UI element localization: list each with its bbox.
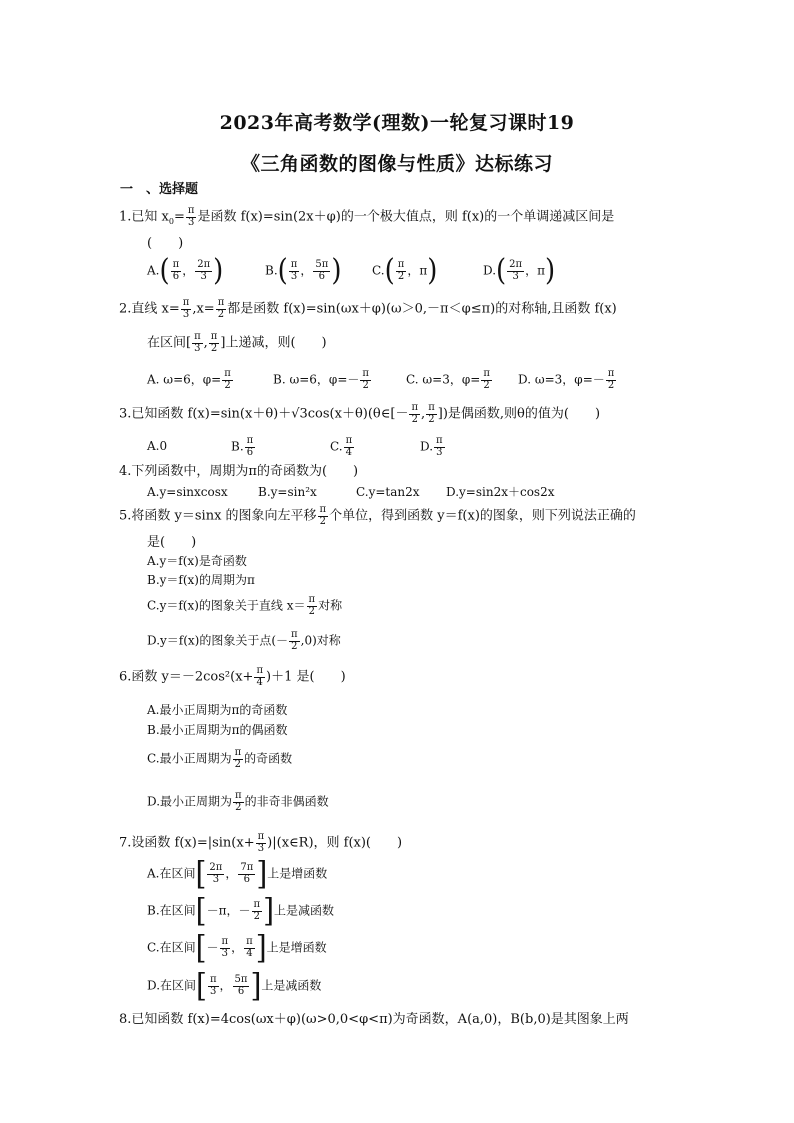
question-5-option-c: C.y＝f(x)的图象关于直线 x＝ $\frac{\pi}{2}$ 对称 <box>147 594 343 617</box>
question-7-option-b: B.在区间[－π，－ $\frac{\pi}{2}$ ]上是减函数 <box>147 891 335 930</box>
page-subtitle: 《三角函数的图像与性质》达标练习 <box>240 153 553 175</box>
question-5-option-b: B.y＝f(x)的周期为π <box>147 573 255 587</box>
question-4-option-c: C.y=tan2x <box>356 485 420 499</box>
question-2-stem: 2.直线 x= $\frac{\pi}{3}$ ,x= $\frac{\pi}{2}$ 都是函数 f(x)=sin(ωx＋φ)(ω＞0,－π＜φ≤π)的对称轴,且函数 f(x) <box>119 297 617 320</box>
question-5-stem: 5.将函数 y＝sinx 的图象向左平移 $\frac{\pi}{2}$ 个单位，得到函数 y＝f(x)的图象，则下列说法正确的 <box>119 504 636 527</box>
question-2-option-a: A. ω=6，φ= $\frac{\pi}{2}$ <box>147 368 231 391</box>
question-3-stem: 3.已知函数 f(x)=sin(x＋θ)＋√3cos(x＋θ)(θ∈[－ $\frac{\pi}{2}$ , $\frac{\pi}{2}$ ])是偶函数,则θ的值为( ) <box>119 402 601 425</box>
question-2-option-b: B. ω=6，φ=－ $\frac{\pi}{2}$ <box>273 368 369 391</box>
question-5-option-a: A.y＝f(x)是奇函数 <box>147 554 247 568</box>
question-4-option-d: D.y=sin2x＋cos2x <box>446 485 555 499</box>
question-1-blank: ( ) <box>147 236 184 251</box>
question-6-option-a: A.最小正周期为π的奇函数 <box>147 703 288 717</box>
question-1-option-d: D.( $\frac{2\pi}{3}$ ，π) <box>483 253 556 289</box>
question-2-stem-line2: 在区间[ $\frac{\pi}{3}$ , $\frac{\pi}{2}$ ]上递减，则( ) <box>147 331 327 354</box>
question-1-option-a: A.( $\frac{\pi}{6}$ ， $\frac{2\pi}{3}$ ) <box>147 253 224 289</box>
fraction: $\frac{\pi}{3}$ <box>187 205 195 228</box>
question-7-option-d: D.在区间[ $\frac{\pi}{3}$ ， $\frac{5\pi}{6}$ ]上是减函数 <box>147 966 322 1005</box>
question-4-option-b: B.y=sin²x <box>258 485 317 499</box>
question-3-option-b: B. $\frac{\pi}{6}$ <box>231 435 254 458</box>
section-heading: 一 、选择题 <box>120 182 199 197</box>
question-7-option-a: A.在区间[ $\frac{2\pi}{3}$ ， $\frac{7\pi}{6}$ ]上是增函数 <box>147 854 328 893</box>
question-5-stem-line2: 是( ) <box>147 535 197 550</box>
question-8-stem: 8.已知函数 f(x)=4cos(ωx＋φ)(ω>0,0<φ<π)为奇函数，A(a,0)，B(b,0)是其图象上两 <box>119 1012 629 1027</box>
question-6-option-d: D.最小正周期为 $\frac{\pi}{2}$ 的非奇非偶函数 <box>147 790 329 813</box>
question-1-option-c: C.( $\frac{\pi}{2}$ ，π) <box>372 253 438 289</box>
question-2-option-c: C. ω=3，φ= $\frac{\pi}{2}$ <box>406 368 490 391</box>
question-3-option-c: C. $\frac{\pi}{4}$ <box>330 435 353 458</box>
question-6-stem: 6.函数 y＝－2cos²(x+ $\frac{\pi}{4}$ )＋1 是( ) <box>119 665 346 688</box>
question-4-stem: 4.下列函数中，周期为π的奇函数为( ) <box>119 464 359 479</box>
question-1-stem: 1.已知 $x_0=$ $\frac{\pi}{3}$ 是函数 f(x)=sin(2x＋φ)的一个极大值点，则 f(x)的一个单调递减区间是 <box>119 205 615 228</box>
question-2-option-d: D. ω=3，φ=－ $\frac{\pi}{2}$ <box>518 368 615 391</box>
question-6-option-b: B.最小正周期为π的偶函数 <box>147 723 288 737</box>
page-title: 2023年高考数学(理数)一轮复习课时19 <box>219 112 575 134</box>
question-3-option-d: D. $\frac{\pi}{3}$ <box>420 435 443 458</box>
question-6-option-c: C.最小正周期为 $\frac{\pi}{2}$ 的奇函数 <box>147 747 293 770</box>
question-4-option-a: A.y=sinxcosx <box>147 485 228 499</box>
question-7-stem: 7.设函数 f(x)=|sin(x+ $\frac{\pi}{3}$ )|(x∈R)，则 f(x)( ) <box>119 831 403 854</box>
question-5-option-d: D.y＝f(x)的图象关于点(－ $\frac{\pi}{2}$ ,0)对称 <box>147 629 341 652</box>
question-7-option-c: C.在区间[－ $\frac{\pi}{3}$ ， $\frac{\pi}{4}$ ]上是增函数 <box>147 928 327 967</box>
question-3-option-a: A.0 <box>147 439 168 453</box>
question-1-option-b: B.( $\frac{\pi}{3}$ ， $\frac{5\pi}{6}$ ) <box>265 253 342 289</box>
